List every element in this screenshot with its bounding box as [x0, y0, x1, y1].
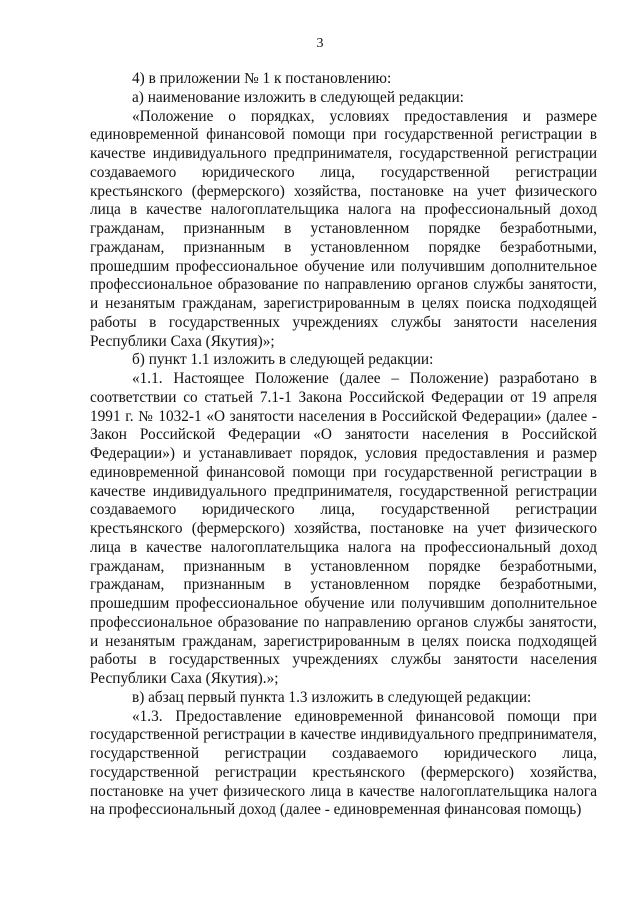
paragraph-item-4: 4) в приложении № 1 к постановлению:	[132, 70, 392, 87]
paragraph-clause-1-1: «1.1. Настоящее Положение (далее – Положение) разработано в соответствии со статьей 7.1-1 Закона Российской Федерации от 19 апреля 1991 г. № 1032-1 «О занятости населения в Российской Федерации» (далее - Закон Российской Федерации «О занятости населения в Российской Федерации») и устанавливает порядок, условия предоставления и размер единовременной финансовой помощи при государственной регистрации в качестве индивидуального предпринимателя, государственной регистрации создаваемого юридического лица, государственной регистрации крестьянского (фермерского) хозяйства, постановке на учет физического лица в качестве налогоплательщика налога на профессиональный доход гражданам, признанным в установленном порядке безработными, гражданам, признанным в установленном порядке безработными, прошедшим профессиональное обучение или получившим дополнительное профессиональное образование по направлению органов службы занятости, и незанятым гражданам, зарегистрированным в целях поиска подходящей работы в государственных учреждениях службы занятости населения Республики Саха (Якутия).»;	[90, 370, 597, 687]
page-number: 3	[316, 36, 324, 51]
document-body	[90, 70, 597, 820]
paragraph-clause-1-3: «1.3. Предоставление единовременной финансовой помощи при государственной регистрации в качестве индивидуального предпринимателя, государственной регистрации создаваемого юридического лица, государственной регистрации крестьянского (фермерского) хозяйства, постановке на учет физического лица в качестве налогоплательщика налога на профессиональный доход (далее - единовременная финансовая помощь)	[90, 707, 597, 819]
paragraph-subitem-a: а) наименование изложить в следующей редакции:	[132, 88, 464, 106]
paragraph-subitem-v: в) абзац первый пункта 1.3 изложить в следующей редакции:	[132, 688, 532, 706]
paragraph-subitem-b: б) пункт 1.1 изложить в следующей редакции:	[132, 351, 434, 369]
paragraph-quoted-title: «Положение о порядках, условиях предоставления и размере единовременной финансовой помощи при государственной регистрации в качестве индивидуального предпринимателя, государственной регистрации создаваемого юридического лица, государственной регистрации крестьянского (фермерского) хозяйства, постановке на учет физического лица в качестве налогоплательщика налога на профессиональный доход гражданам, признанным в установленном порядке безработными, гражданам, признанным в установленном порядке безработными, прошедшим профессиональное обучение или получившим дополнительное профессиональное образование по направлению органов службы занятости, и незанятым гражданам, зарегистрированным в целях поиска подходящей работы в государственных учреждениях службы занятости населения Республики Саха (Якутия)»;	[90, 107, 597, 350]
